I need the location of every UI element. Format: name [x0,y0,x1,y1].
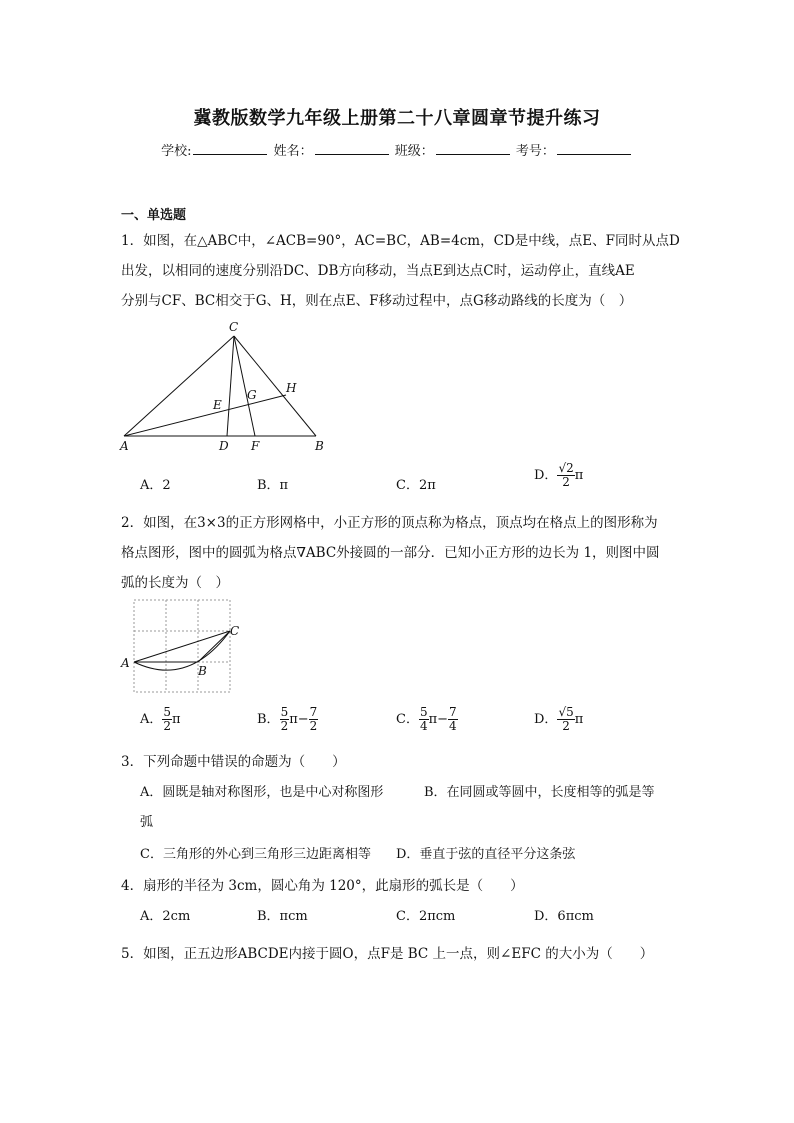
q2-option-d-fraction [557,706,574,733]
q2-option-a-prefix: A． [140,712,163,727]
q2-option-d[interactable] [534,706,583,733]
q2-option-b[interactable] [257,706,318,733]
q4-option-b[interactable]: B．πcm [257,909,308,924]
q1-option-b[interactable]: B．π [257,478,289,493]
q4-option-c[interactable]: C．2πcm [396,909,456,924]
name-label: 姓名： [273,144,313,159]
q2-grid-figure [118,596,248,696]
q2-option-a-numerator: 5 [163,705,172,719]
q1-label-g: G [247,388,257,402]
q2-option-b-denominator-1: 2 [280,719,289,733]
q1-label-f: F [251,439,260,453]
q1-option-d-suffix: π [574,468,584,483]
exam-number-label: 考号： [515,144,555,159]
class-label: 班级： [394,144,434,159]
q1-line-3: 分别与CF、BC相交于G、H，则在点E、F移动过程中，点G移动路线的长度为（ ） [121,293,633,309]
q2-option-a[interactable] [140,706,181,733]
q2-label-b: B [198,664,207,678]
q3-option-a[interactable]: A．圆既是轴对称图形，也是中心对称图形 [140,785,384,800]
q1-option-d-numerator: √2 [558,461,574,475]
q1-line-2: 出发，以相同的速度分别沿DC、DB方向移动，当点E到达点C时，运动停止，直线AE [121,263,635,279]
q1-option-c[interactable]: C．2π [396,478,436,493]
q2-option-b-prefix: B． [257,712,280,727]
q4-stem: 4．扇形的半径为 3cm，圆心角为 120°，此扇形的弧长是（ ） [121,878,524,894]
q1-option-a[interactable]: A．2 [140,478,171,493]
exam-number-blank[interactable] [557,142,631,155]
q1-label-e: E [213,398,222,412]
q4-option-a[interactable]: A．2cm [140,909,191,924]
q1-side-cb [234,336,316,436]
q2-option-b-fraction-1 [280,706,290,733]
q1-option-d-fraction [557,462,574,489]
q1-line-cf [234,336,255,436]
q2-option-a-denominator: 2 [163,719,172,733]
q2-option-c[interactable] [396,706,458,733]
q1-label-h: H [286,381,297,395]
q3-option-b[interactable]: B．在同圆或等圆中，长度相等的弧是等 [424,785,655,800]
q2-arc [134,631,230,670]
q5-stem: 5．如图，正五边形ABCDE内接于圆O，点F是 BC 上一点，则∠EFC 的大小为（ ） [121,946,654,962]
q2-option-b-numerator-1: 5 [280,705,289,719]
school-label: 学校: [161,144,192,159]
q1-label-b: B [315,439,324,453]
q1-option-d-denominator: 2 [562,475,570,489]
q2-label-a: A [121,656,130,670]
q2-option-c-prefix: C． [396,712,419,727]
q2-option-c-fraction-2 [448,706,458,733]
q3-option-b-continued: 弧 [140,815,154,830]
section-heading: 一、单选题 [121,208,187,223]
q1-label-c: C [229,320,239,334]
q3-stem: 3．下列命题中错误的命题为（ ） [121,754,346,770]
q2-option-a-fraction [162,706,172,733]
q2-option-d-numerator: √5 [558,705,574,719]
q1-side-ac [124,336,234,436]
q2-option-d-suffix: π [574,712,584,727]
q2-option-c-fraction-1 [419,706,429,733]
q2-option-a-suffix: π [172,712,181,727]
q1-line-ah [124,395,286,436]
q4-option-d[interactable]: D．6πcm [534,909,594,924]
q2-option-b-middle: π− [289,712,309,727]
q3-option-d[interactable]: D．垂直于弦的直径平分这条弦 [396,847,576,862]
q3-option-c[interactable]: C．三角形的外心到三角形三边距离相等 [140,847,371,862]
school-blank[interactable] [193,142,267,155]
q2-option-d-denominator: 2 [562,719,570,733]
q2-option-d-prefix: D． [534,712,558,727]
q1-triangle-figure [110,316,340,458]
q2-line-1: 2．如图，在3×3的正方形网格中，小正方形的顶点称为格点，顶点均在格点上的图形称为 [121,515,658,531]
q2-chord-ac [134,631,230,662]
q2-option-c-numerator-1: 5 [419,705,428,719]
q1-label-d: D [219,439,229,453]
q2-label-c: C [230,624,240,638]
student-info-line [0,140,794,159]
q1-option-d-prefix: D． [534,468,558,483]
name-blank[interactable] [315,142,389,155]
q1-label-a: A [120,439,129,453]
q1-line-1: 1．如图，在△ABC中，∠ACB=90°，AC=BC，AB=4cm，CD是中线，点E、F同时从点D [121,233,680,249]
q2-option-c-denominator-2: 4 [449,719,457,733]
q1-option-d[interactable] [534,462,583,489]
q1-median-cd [227,336,234,436]
q2-line-3: 弧的长度为（ ） [121,575,229,591]
q2-option-c-numerator-2: 7 [449,705,457,719]
q2-option-b-numerator-2: 7 [309,705,318,719]
page-title: 冀教版数学九年级上册第二十八章圆章节提升练习 [193,108,601,129]
q2-option-b-denominator-2: 2 [309,719,318,733]
class-blank[interactable] [436,142,510,155]
q2-option-c-middle: π− [428,712,449,727]
q2-option-c-denominator-1: 4 [419,719,428,733]
q2-option-b-fraction-2 [309,706,319,733]
q2-line-2: 格点图形，图中的圆弧为格点∇ABC外接圆的一部分．已知小正方形的边长为 1，则图中圆 [121,545,660,561]
